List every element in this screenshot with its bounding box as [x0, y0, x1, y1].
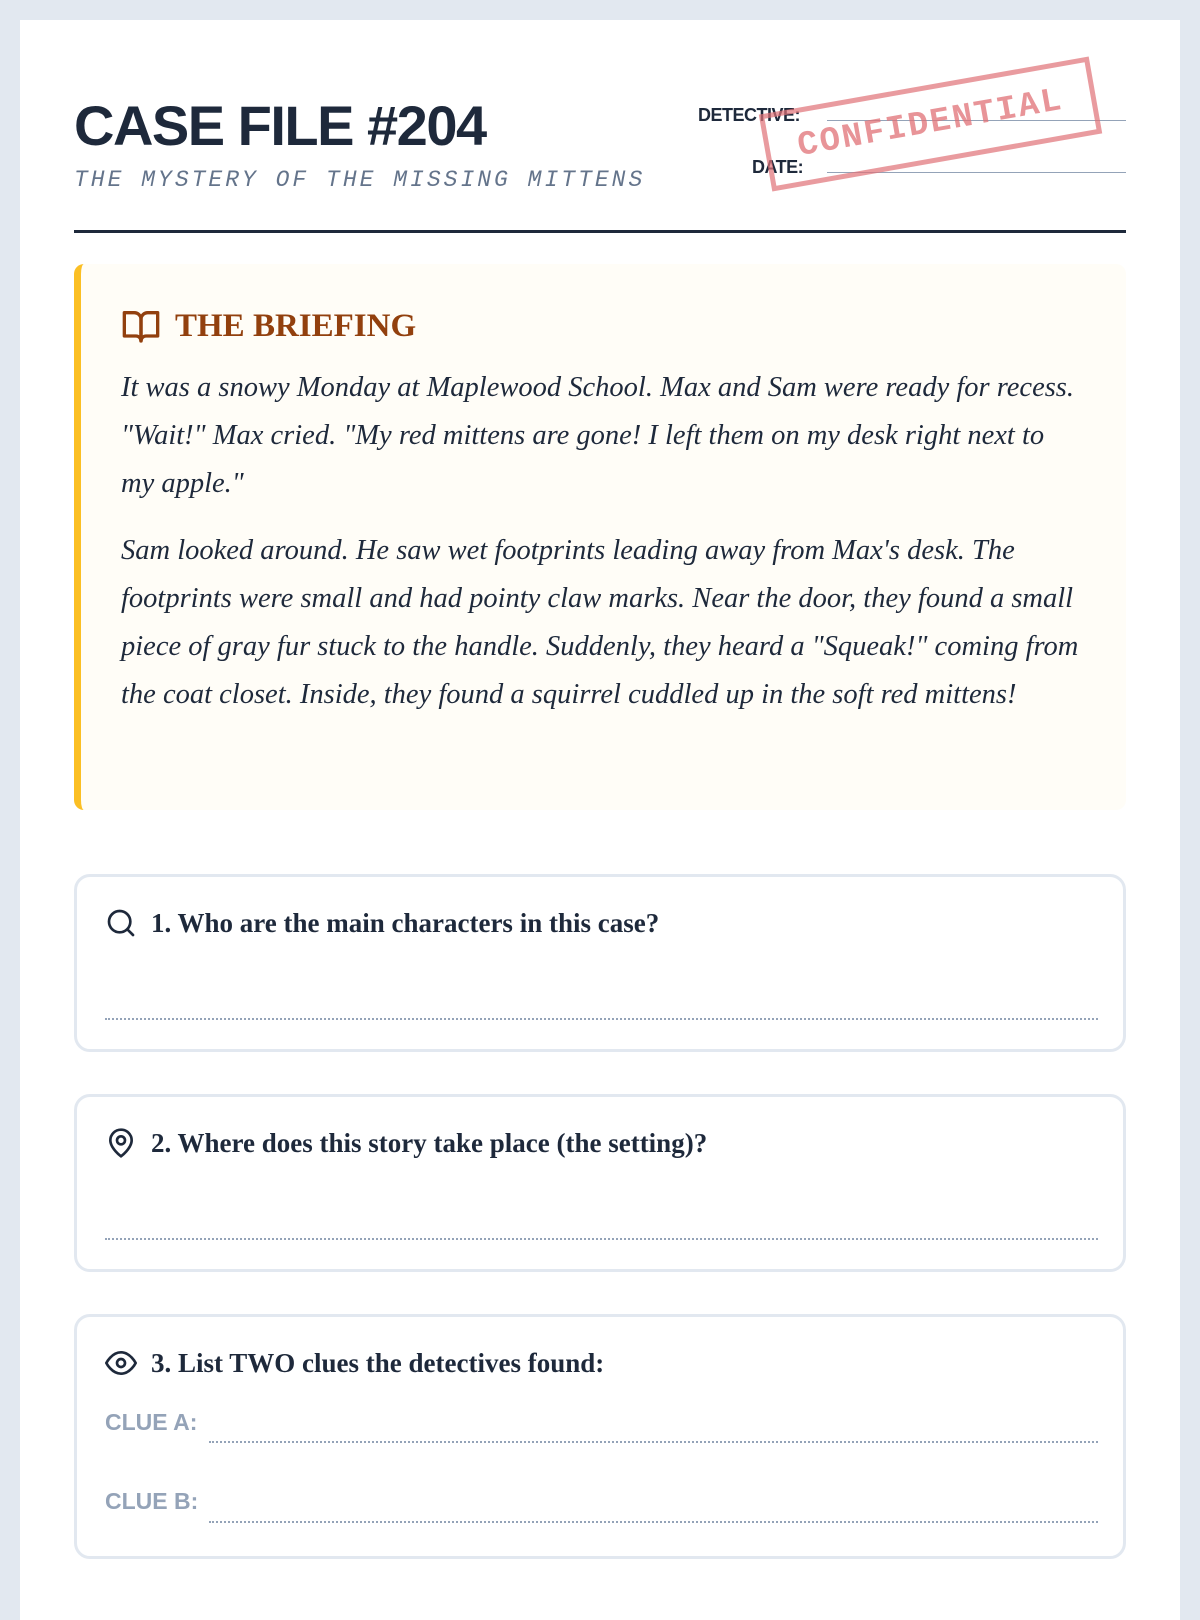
question-text: 1. Who are the main characters in this case? — [151, 907, 660, 938]
stamp-text: CONFIDENTIAL — [794, 81, 1067, 167]
briefing-panel — [74, 264, 1126, 810]
book-open-icon — [121, 306, 161, 346]
question-header — [105, 907, 659, 939]
clue-a-label: CLUE A: — [105, 1409, 198, 1435]
story-paragraph: It was a snowy Monday at Maplewood School. Max and Sam were ready for recess. "Wait!" Max cried. "My red mittens are gone! I left them on my desk right next to my apple." — [121, 372, 1075, 499]
clue-b-line[interactable] — [209, 1521, 1098, 1523]
question-text: 3. List TWO clues the detectives found: — [151, 1347, 605, 1378]
question-header — [105, 1347, 604, 1379]
detective-label: DETECTIVE: — [698, 105, 801, 125]
question-card-1 — [74, 874, 1126, 1052]
clue-a-line[interactable] — [209, 1441, 1098, 1443]
story-paragraph: Sam looked around. He saw wet footprints leading away from Max's desk. The footprints were small and had pointy claw marks. Near the door, they found a small piece of gray fur stuck to the handle. Suddenly, they heard a "Squeak!" coming from the coat closet. Inside, they found a squirrel cuddled up in the soft red mittens! — [121, 535, 1079, 710]
answer-line[interactable] — [105, 1018, 1098, 1020]
case-subtitle: THE MYSTERY OF THE MISSING MITTENS — [74, 167, 646, 193]
briefing-title: THE BRIEFING — [175, 307, 417, 344]
question-text: 2. Where does this story take place (the setting)? — [151, 1127, 708, 1158]
magnifier-icon — [105, 907, 137, 939]
eye-icon — [105, 1347, 137, 1379]
clue-b-label: CLUE B: — [105, 1488, 199, 1514]
answer-line[interactable] — [105, 1238, 1098, 1240]
map-pin-icon — [105, 1127, 137, 1159]
date-label: DATE: — [752, 157, 804, 177]
question-header — [105, 1127, 707, 1159]
question-card-3 — [74, 1314, 1126, 1559]
briefing-story — [121, 364, 1081, 738]
worksheet-page — [20, 20, 1180, 1620]
question-card-2 — [74, 1094, 1126, 1272]
case-title: CASE FILE #204 — [74, 94, 486, 157]
briefing-header — [121, 306, 416, 346]
